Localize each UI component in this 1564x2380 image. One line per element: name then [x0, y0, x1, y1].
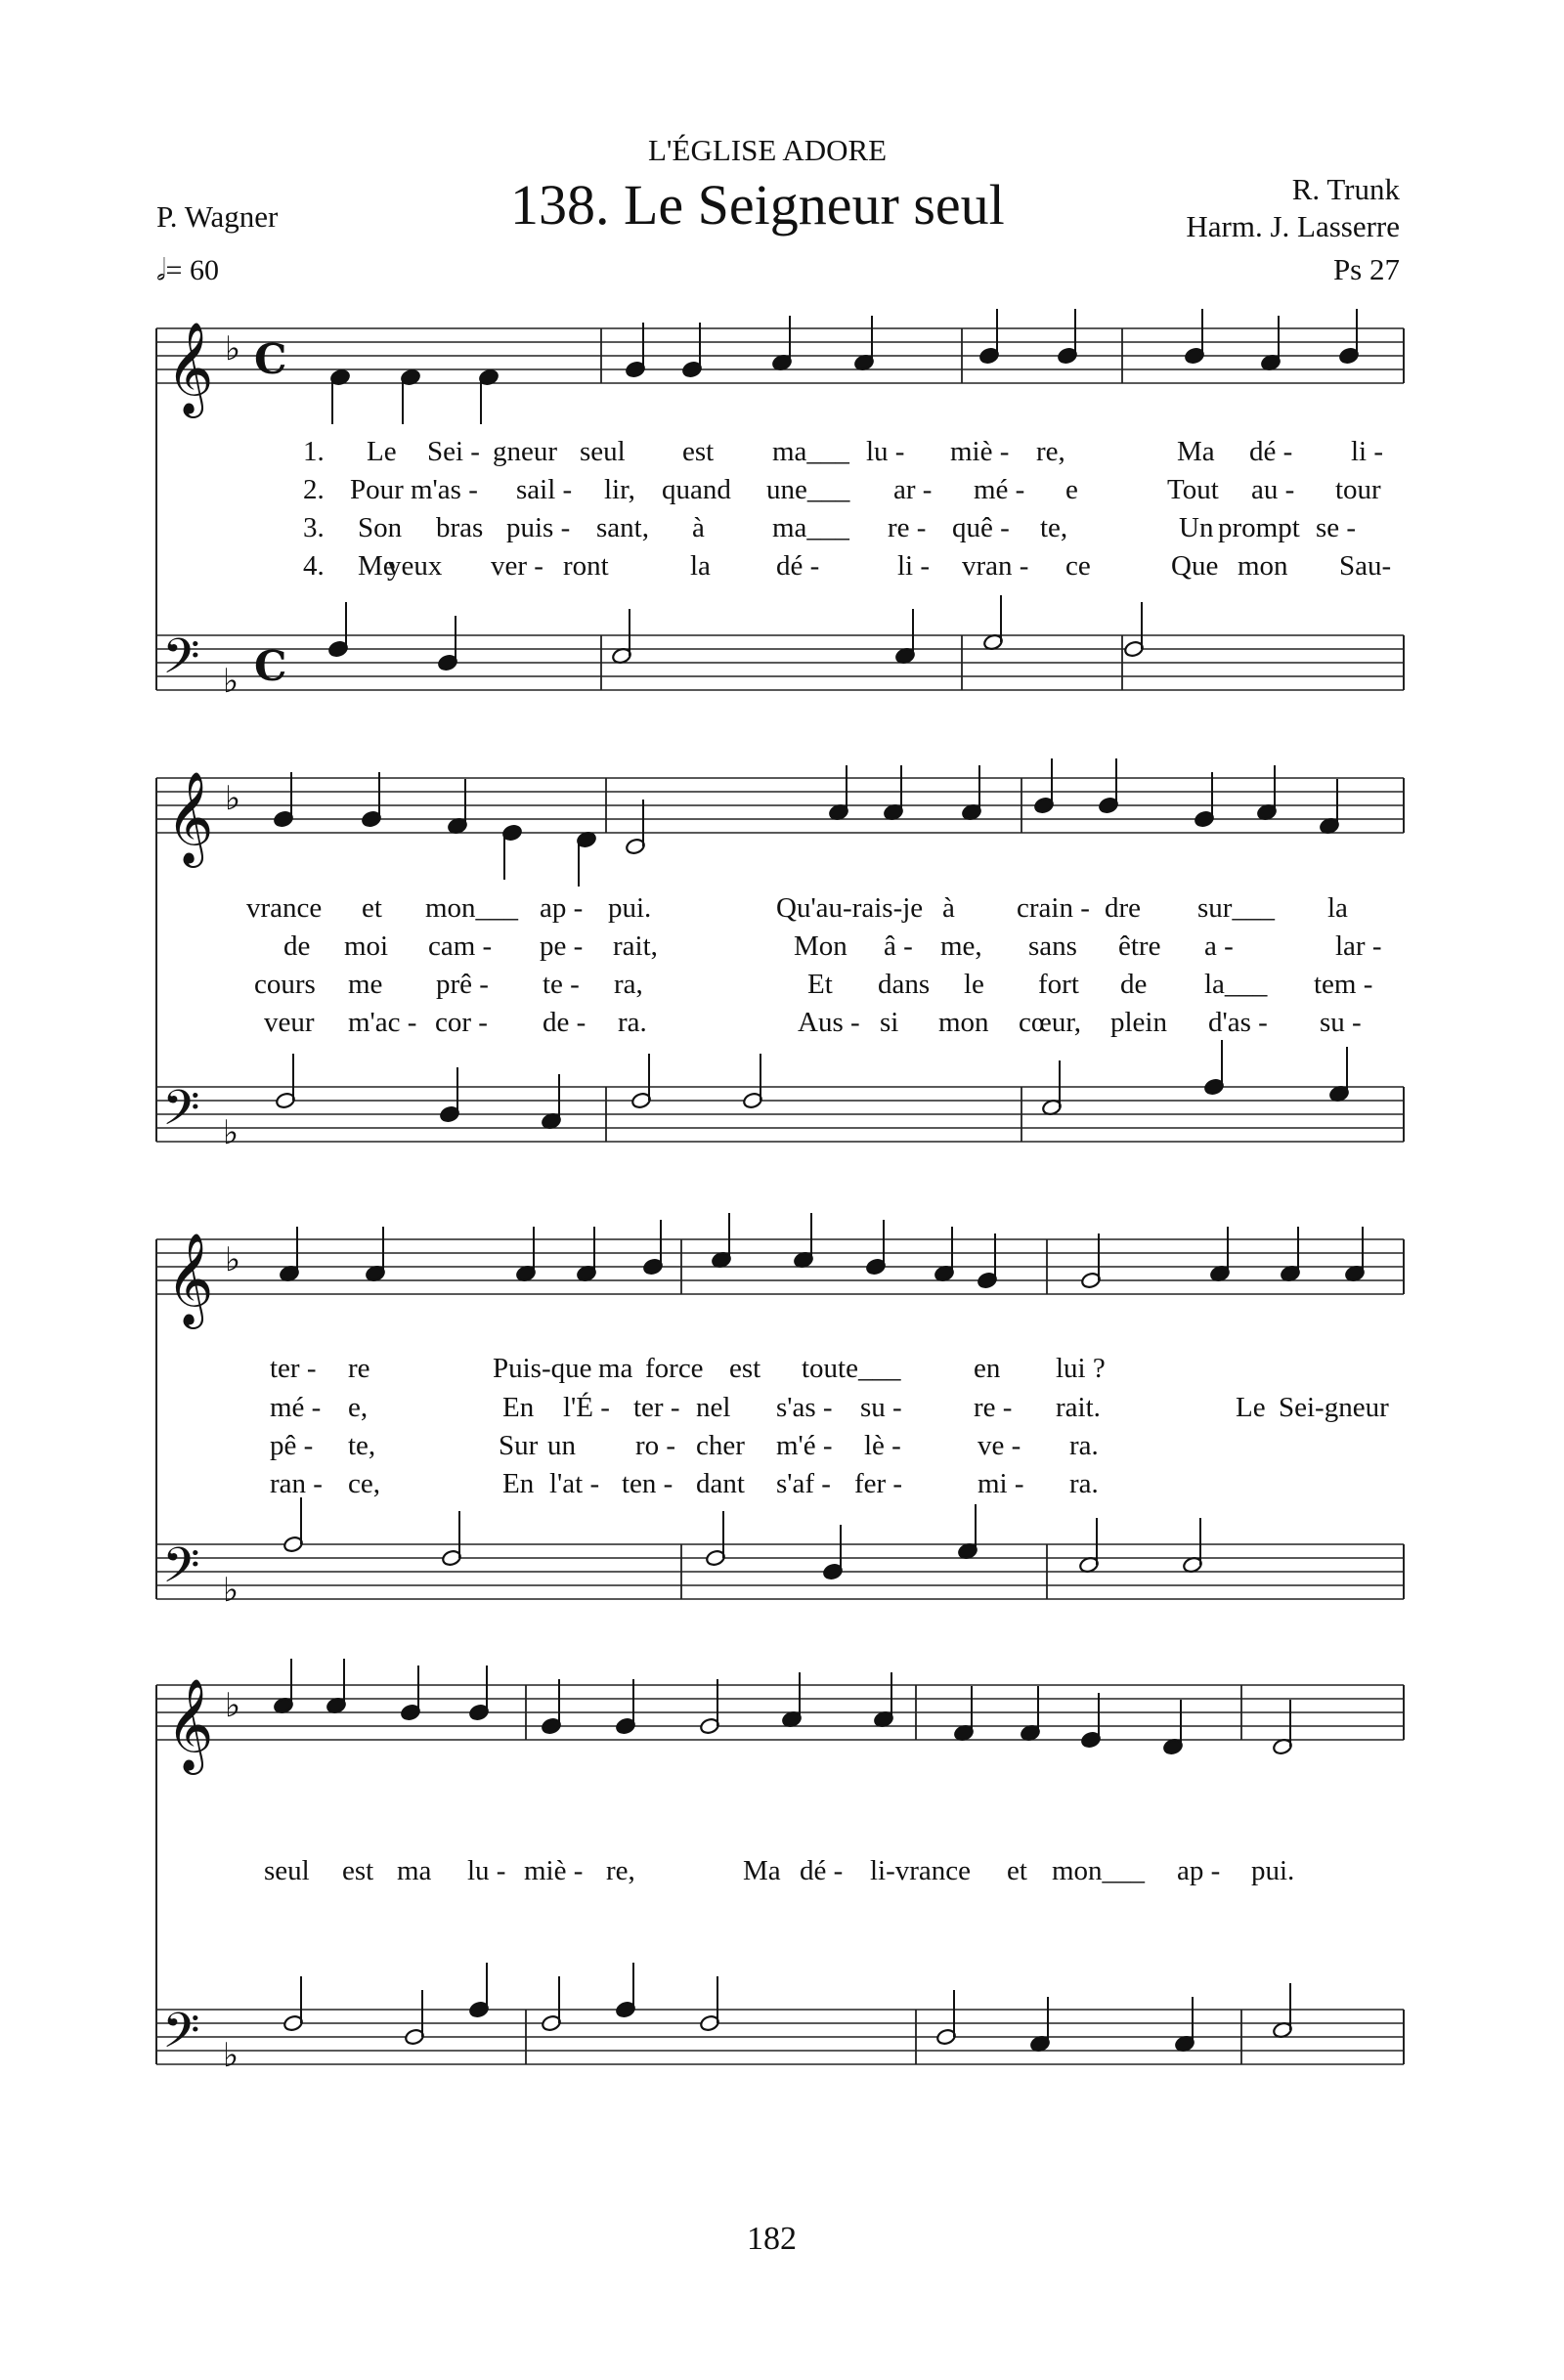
lyric-syllable: a -: [1204, 930, 1234, 962]
lyric-syllable: ter -: [270, 1353, 317, 1384]
lyric-syllable: nel: [696, 1392, 731, 1423]
lyric-syllable: la: [690, 550, 711, 582]
lyric-syllable: ma: [397, 1855, 432, 1886]
lyric-syllable: quê -: [952, 512, 1010, 543]
lyric-syllable: une___: [766, 474, 850, 505]
lyric-syllable: quand: [662, 474, 731, 505]
lyric-syllable: Puis-que: [493, 1353, 592, 1384]
flat-icon: ♭: [223, 2036, 239, 2075]
lyric-syllable: cor -: [435, 1007, 488, 1038]
lyric-syllable: ma: [598, 1353, 633, 1384]
bass-clef-icon: 𝄢: [162, 1080, 200, 1148]
lyric-syllable: ve -: [978, 1430, 1021, 1461]
lyric-syllable: En: [502, 1392, 535, 1423]
flat-icon: ♭: [225, 1240, 241, 1279]
lyric-syllable: à: [692, 512, 705, 543]
lyric-syllable: Ma: [743, 1855, 781, 1886]
verse-number: 2.: [303, 474, 325, 505]
verse-line: [0, 1007, 1564, 1044]
flat-icon: ♭: [223, 1571, 239, 1610]
lyric-syllable: ma___: [772, 436, 849, 467]
lyric-syllable: fer -: [854, 1468, 903, 1499]
lyric-syllable: ran -: [270, 1468, 323, 1499]
lyric-syllable: Le: [1236, 1392, 1266, 1423]
composer-credit: P. Wagner: [156, 199, 279, 234]
treble-clef-icon: 𝄞: [166, 1678, 214, 1771]
lyric-syllable: me: [348, 969, 383, 1000]
lyric-syllable: si: [880, 1007, 899, 1038]
lyric-syllable: cam -: [428, 930, 493, 962]
lyric-syllable: de -: [543, 1007, 586, 1038]
bass-clef-icon: 𝄢: [162, 1537, 200, 1606]
lyric-syllable: te,: [348, 1430, 376, 1461]
flat-icon: ♭: [223, 662, 239, 701]
lyric-syllable: En: [502, 1468, 535, 1499]
lyric-syllable: la: [1327, 892, 1348, 924]
lyric-syllable: e,: [348, 1392, 369, 1423]
verse-line: [0, 969, 1564, 1006]
lyric-syllable: ap -: [540, 892, 584, 924]
treble-clef-icon: 𝄞: [166, 771, 214, 864]
lyric-syllable: et: [1007, 1855, 1027, 1886]
common-time-icon: C: [254, 335, 287, 383]
lyric-syllable: Mon: [794, 930, 847, 962]
lyric-syllable: ra,: [614, 969, 643, 1000]
lyric-syllable: l'É -: [563, 1392, 610, 1423]
lyric-syllable: Son: [358, 512, 403, 543]
flat-icon: ♭: [225, 329, 241, 368]
lyric-syllable: cours: [254, 969, 316, 1000]
section-heading: L'ÉGLISE ADORE: [648, 133, 888, 167]
lyric-syllable: lu -: [467, 1855, 506, 1886]
lyric-syllable: cœur,: [1019, 1007, 1082, 1038]
lyric-syllable: lir,: [604, 474, 635, 505]
lyric-syllable: mé -: [270, 1392, 322, 1423]
lyric-syllable: m'é -: [776, 1430, 833, 1461]
verse-line: [0, 1468, 1564, 1505]
lyric-syllable: te,: [1040, 512, 1068, 543]
bass-clef-icon: 𝄢: [162, 628, 200, 697]
lyric-syllable: Aus -: [798, 1007, 860, 1038]
lyric-syllable: plein: [1110, 1007, 1167, 1038]
lyric-syllable: le: [964, 969, 984, 1000]
lyric-syllable: e: [1065, 474, 1078, 505]
lyric-syllable: mon___: [1052, 1855, 1146, 1886]
lyric-syllable: veur: [264, 1007, 315, 1038]
verse-line: [0, 436, 1564, 473]
lyric-syllable: sail -: [516, 474, 573, 505]
treble-clef-icon: 𝄞: [166, 322, 214, 414]
lyric-syllable: ap -: [1177, 1855, 1221, 1886]
lyric-syllable: su -: [860, 1392, 902, 1423]
lyric-syllable: être: [1118, 930, 1161, 962]
lyric-syllable: toute___: [802, 1353, 901, 1384]
lyric-syllable: lè -: [864, 1430, 901, 1461]
lyric-syllable: seul: [580, 436, 626, 467]
treble-clef-icon: 𝄞: [166, 1233, 214, 1325]
verse-line: [0, 550, 1564, 587]
lyric-syllable: re -: [888, 512, 927, 543]
author-credit: R. Trunk: [1291, 172, 1400, 206]
lyric-syllable: ar -: [893, 474, 933, 505]
lyric-syllable: tour: [1335, 474, 1381, 505]
lyric-syllable: Et: [807, 969, 833, 1000]
verse-number: 3.: [303, 512, 325, 543]
lyric-syllable: vran -: [962, 550, 1029, 582]
tempo-value: = 60: [165, 254, 219, 286]
lyric-syllable: force: [645, 1353, 704, 1384]
lyric-syllable: ten -: [622, 1468, 673, 1499]
lyric-syllable: te -: [543, 969, 580, 1000]
lyric-syllable: Me: [358, 550, 396, 582]
lyric-syllable: mi -: [978, 1468, 1024, 1499]
lyric-syllable: s'as -: [776, 1392, 833, 1423]
lyric-syllable: Que: [1171, 550, 1219, 582]
verse-line: [0, 1392, 1564, 1429]
lyric-syllable: yeux: [387, 550, 443, 582]
lyric-syllable: Sau-: [1339, 550, 1392, 582]
lyric-syllable: prê -: [436, 969, 489, 1000]
lyric-syllable: dant: [696, 1468, 745, 1499]
lyric-syllable: sur___: [1197, 892, 1275, 924]
lyric-syllable: ma___: [772, 512, 849, 543]
lyric-syllable: Un: [1179, 512, 1214, 543]
lyric-syllable: Sur: [499, 1430, 539, 1461]
lyric-syllable: pui.: [608, 892, 652, 924]
lyric-syllable: au -: [1251, 474, 1295, 505]
lyric-syllable: se -: [1316, 512, 1357, 543]
lyric-syllable: dre: [1105, 892, 1142, 924]
lyric-syllable: bras: [436, 512, 484, 543]
psalm-reference: Ps 27: [1332, 252, 1400, 286]
lyric-syllable: de: [1120, 969, 1148, 1000]
lyric-syllable: Qu'au-rais-je: [776, 892, 924, 924]
lyric-syllable: pui.: [1251, 1855, 1295, 1886]
lyric-syllable: re,: [606, 1855, 635, 1886]
verse-number: 1.: [303, 436, 325, 467]
lyric-syllable: ro -: [635, 1430, 676, 1461]
lyric-syllable: Tout: [1167, 474, 1219, 505]
verse-line: [0, 1430, 1564, 1467]
verse-line: [0, 930, 1564, 968]
lyric-syllable: lar -: [1335, 930, 1382, 962]
lyric-syllable: re,: [1036, 436, 1065, 467]
lyric-syllable: moi: [344, 930, 389, 962]
flat-icon: ♭: [225, 779, 241, 818]
lyric-syllable: â -: [884, 930, 913, 962]
lyric-syllable: Sei -: [427, 436, 480, 467]
lyric-syllable: ra.: [1069, 1468, 1099, 1499]
lyric-syllable: fort: [1038, 969, 1079, 1000]
verse-line: [0, 892, 1564, 930]
hymn-title: 138. Le Seigneur seul: [510, 173, 1005, 237]
lyric-syllable: est: [342, 1855, 374, 1886]
verse-line: [0, 1855, 1564, 1892]
lyric-syllable: dans: [878, 969, 931, 1000]
lyric-syllable: s'af -: [776, 1468, 831, 1499]
lyric-syllable: gneur: [493, 436, 558, 467]
lyric-syllable: me,: [940, 930, 982, 962]
lyric-syllable: Le: [367, 436, 397, 467]
lyric-syllable: vrance: [246, 892, 323, 924]
half-note-icon: 𝅗𝅥: [156, 254, 166, 286]
lyric-syllable: su -: [1320, 1007, 1362, 1038]
lyric-syllable: dé -: [800, 1855, 844, 1886]
lyric-syllable: crain -: [1017, 892, 1090, 924]
common-time-icon: C: [254, 642, 287, 690]
lyric-syllable: d'as -: [1208, 1007, 1268, 1038]
flat-icon: ♭: [225, 1686, 241, 1725]
lyric-syllable: ce,: [348, 1468, 380, 1499]
lyric-syllable: lui ?: [1056, 1353, 1106, 1384]
lyric-syllable: est: [682, 436, 715, 467]
verse-line: [0, 1353, 1564, 1390]
lyric-syllable: mé -: [974, 474, 1025, 505]
lyric-syllable: l'at -: [549, 1468, 600, 1499]
lyric-syllable: en: [974, 1353, 1001, 1384]
lyric-syllable: Sei-gneur: [1279, 1392, 1389, 1423]
lyric-syllable: ront: [563, 550, 609, 582]
lyric-syllable: prompt: [1218, 512, 1300, 543]
lyric-syllable: mon___: [425, 892, 519, 924]
lyric-syllable: seul: [264, 1855, 310, 1886]
verse-number: 4.: [303, 550, 325, 582]
lyric-syllable: li -: [897, 550, 931, 582]
lyric-syllable: rait,: [613, 930, 658, 962]
lyric-syllable: ra.: [1069, 1430, 1099, 1461]
lyric-syllable: Ma: [1177, 436, 1215, 467]
lyric-syllable: pe -: [540, 930, 584, 962]
lyric-syllable: m'as -: [411, 474, 478, 505]
lyric-syllable: mon: [1238, 550, 1288, 582]
lyric-syllable: cher: [696, 1430, 745, 1461]
lyric-syllable: miè -: [524, 1855, 584, 1886]
lyric-syllable: lu -: [866, 436, 905, 467]
lyric-syllable: sans: [1028, 930, 1077, 962]
lyric-syllable: ver -: [491, 550, 543, 582]
lyric-syllable: ra.: [618, 1007, 647, 1038]
lyric-syllable: de: [283, 930, 311, 962]
verse-line: [0, 474, 1564, 511]
lyric-syllable: re -: [974, 1392, 1013, 1423]
lyric-syllable: mon: [938, 1007, 989, 1038]
harmonization-credit: Harm. J. Lasserre: [1186, 209, 1400, 243]
lyric-syllable: re: [348, 1353, 370, 1384]
lyric-syllable: sant,: [596, 512, 649, 543]
lyric-syllable: puis -: [506, 512, 571, 543]
lyric-syllable: et: [362, 892, 382, 924]
lyric-syllable: est: [729, 1353, 761, 1384]
lyric-syllable: la___: [1204, 969, 1268, 1000]
bass-clef-icon: 𝄢: [162, 2003, 200, 2071]
lyric-syllable: à: [942, 892, 955, 924]
flat-icon: ♭: [223, 1113, 239, 1152]
lyric-syllable: li -: [1351, 436, 1384, 467]
page-number: 182: [747, 2221, 797, 2257]
lyric-syllable: dé -: [776, 550, 820, 582]
lyric-syllable: rait.: [1056, 1392, 1101, 1423]
verse-line: [0, 512, 1564, 549]
lyric-syllable: li-vrance: [870, 1855, 972, 1886]
lyric-syllable: ter -: [633, 1392, 680, 1423]
lyric-syllable: un: [547, 1430, 576, 1461]
lyric-syllable: dé -: [1249, 436, 1293, 467]
lyric-syllable: Pour: [350, 474, 404, 505]
lyric-syllable: pê -: [270, 1430, 314, 1461]
lyric-syllable: ce: [1065, 550, 1091, 582]
lyric-syllable: tem -: [1314, 969, 1373, 1000]
lyric-syllable: miè -: [950, 436, 1010, 467]
lyric-syllable: m'ac -: [348, 1007, 417, 1038]
